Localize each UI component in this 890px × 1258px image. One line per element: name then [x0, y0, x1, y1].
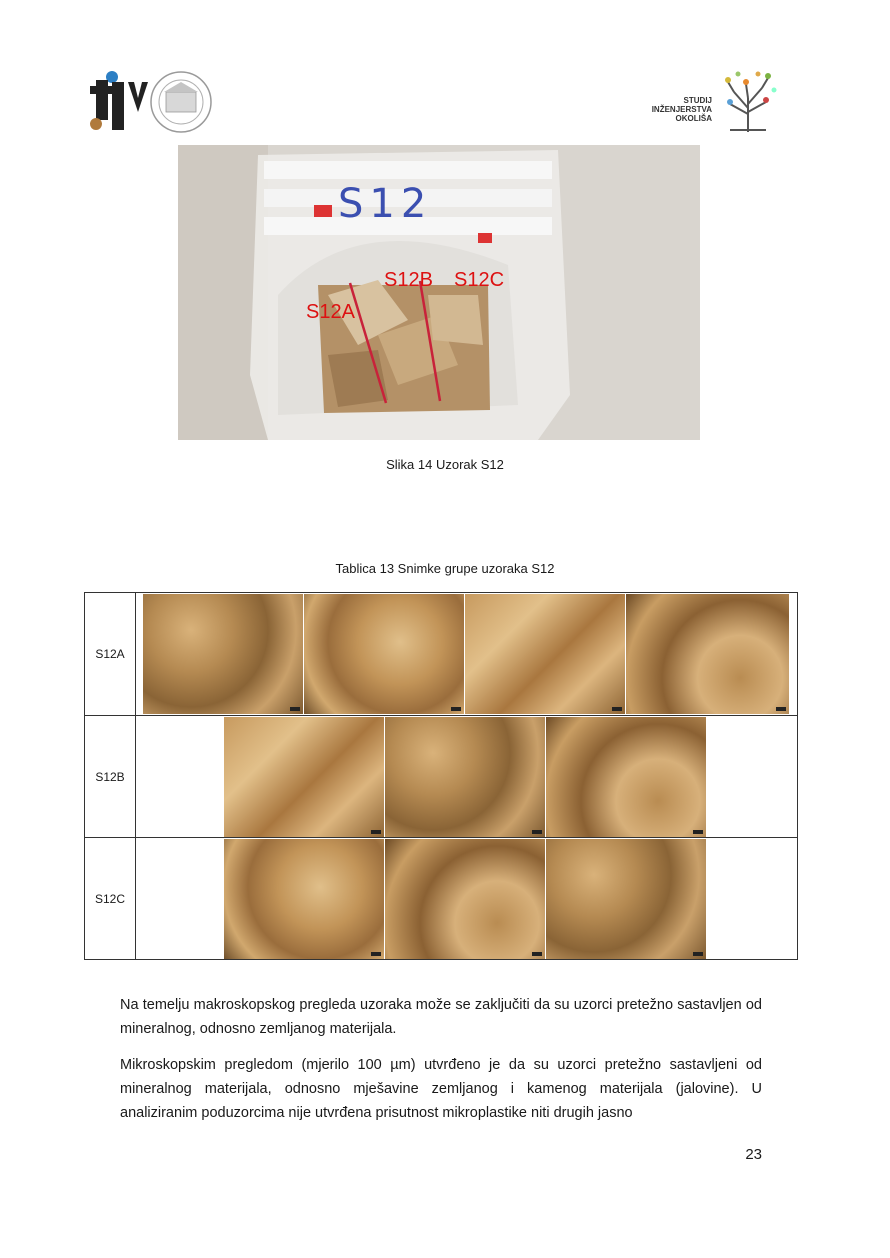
microscope-image [143, 594, 303, 714]
page-number: 23 [745, 1146, 762, 1163]
microscope-image [304, 594, 464, 714]
table-row [85, 593, 797, 715]
microscope-image [224, 839, 384, 959]
row-label-s12b: S12B [85, 716, 136, 838]
sample-photo [178, 145, 700, 440]
microscope-image [546, 717, 706, 837]
microscope-image [224, 717, 384, 837]
photo-label-s12a: S12A [306, 301, 355, 323]
microscope-image [546, 839, 706, 959]
paragraph-microscopy: Mikroskopskim pregledom (mjerilo 100 µm) utvrđeno je da su uzorci pretežno sastavljeni od mineralnog materijala, odnosno mješavine zemljanog i kamenog materijala (jalovine). U analiziranim poduzorcima nije utvrđena prisutnost mikroplastike niti drugih jasno [120, 1057, 762, 1121]
microscope-image [465, 594, 625, 714]
logo-orange-dot [90, 118, 102, 130]
bag-label: S12 [338, 181, 433, 227]
photo-label-s12c: S12C [454, 269, 505, 291]
photo-label-s12b: S12B [384, 269, 433, 291]
study-program-logo-text: STUDIJ INŽENJERSTVA OKOLIŠA [651, 96, 712, 123]
tree-icon [716, 68, 780, 134]
microscope-image [626, 594, 789, 714]
study-program-logo [640, 68, 780, 134]
row-label-s12a: S12A [85, 593, 136, 715]
sample-images-table [84, 592, 798, 960]
paragraph-conclusion: Na temelju makroskopskog pregleda uzoraka može se zaključiti da su uzorci pretežno sastavljen od mineralnog, odnosno zemljanog materijala. [120, 997, 762, 1037]
row-label-s12c: S12C [85, 838, 136, 960]
table-row [85, 837, 797, 960]
microscope-image [385, 717, 545, 837]
microscope-image [385, 839, 545, 959]
faculty-logo [86, 68, 216, 134]
figure-caption: Slika 14 Uzorak S12 [386, 457, 504, 472]
table-caption: Tablica 13 Snimke grupe uzoraka S12 [335, 561, 555, 576]
table-row [85, 715, 797, 838]
